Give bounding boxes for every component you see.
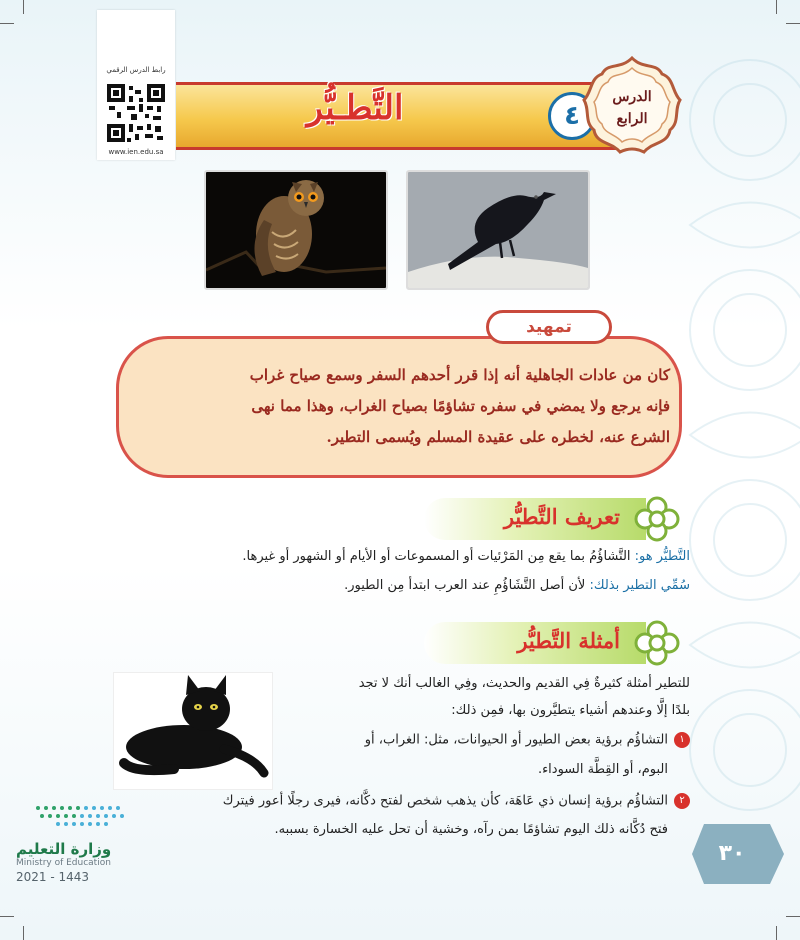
crow-photo: [406, 170, 590, 290]
intro-line: فإنه يرجع ولا يمضي في سفره تشاؤمًا بصياح الغراب، وهذا مما نهى: [251, 397, 670, 415]
example-item-2-text: التشاؤُم برؤية إنسان ذي عَاهَة، كأن يذهب شخص لفتح دكَّانه، فيرى رجلًا أعور فيترك: [222, 793, 668, 809]
crop-mark: [776, 926, 777, 940]
qr-code-icon[interactable]: [107, 84, 165, 142]
intro-line: كان من عادات الجاهلية أنه إذا قرر أحدهم السفر وسمع صياح غراب: [249, 366, 670, 384]
example-number-badge: ٢: [674, 793, 690, 809]
edition-year: 2021 - 1443: [16, 870, 90, 884]
lesson-label-line2: الرابع: [616, 111, 648, 127]
definition-reason-text: لأن أصل التَّشَاؤُمِ عند العرب ابتدأ مِن الطيور.: [344, 578, 590, 593]
crop-mark: [776, 0, 777, 14]
flower-icon: [634, 496, 680, 542]
definition-line-2: [140, 578, 690, 593]
qr-url[interactable]: www.ien.edu.sa: [108, 148, 164, 156]
definition-reason-label: سُمِّي التطير بذلك:: [589, 578, 690, 593]
intro-line: الشرع عنه، لخطره على عقيدة المسلم ويُسمى التطير.: [326, 428, 670, 446]
definition-text: التَّشاؤُمُ بما يقع مِن المَرْئيات أو المسموعات أو الأيام أو الشهور أو غيرها.: [242, 549, 635, 564]
crop-mark: [23, 0, 24, 14]
example-item-1-line-2: البوم، أو القِطَّة السوداء.: [537, 762, 668, 777]
ministry-logo-icon: [28, 800, 148, 838]
lesson-title: التَّطـيُّر: [306, 88, 404, 128]
page-number: ٣٠: [718, 841, 746, 866]
example-number-badge: ١: [674, 732, 690, 748]
owl-image: [206, 172, 386, 288]
definition-line-1: [140, 549, 690, 564]
owl-photo: [204, 170, 388, 290]
example-item-2-line-2: فتح دُكَّانه ذلك اليوم تشاؤمًا بمن رآه، وخشية أن تحل عليه الخسارة بسببه.: [274, 822, 668, 837]
examples-intro-line-1: للتطير أمثلة كثيرةٌ فِي القديم والحديث، وفِي الغالب أنك لا تجد: [358, 676, 690, 691]
ministry-name-ar: وزارة التعليم: [16, 840, 112, 858]
ministry-name-en: Ministry of Education: [16, 858, 111, 868]
examples-heading: أمثلة التَّطيُّر: [517, 628, 620, 653]
black-cat-image: [114, 673, 272, 789]
example-item-2: [166, 793, 690, 809]
crop-mark: [786, 916, 800, 917]
cat-photo: [113, 672, 273, 790]
crop-mark: [0, 23, 14, 24]
crow-image: [408, 172, 588, 288]
crop-mark: [786, 23, 800, 24]
qr-title: رابط الدرس الرقمي: [106, 66, 166, 74]
example-item-1-text: التشاؤُم برؤية بعض الطيور أو الحيوانات، مثل: الغراب، أو: [364, 732, 668, 748]
intro-text: [150, 360, 670, 453]
crop-mark: [23, 926, 24, 940]
definition-heading: تعريف التَّطيُّر: [503, 504, 620, 529]
lesson-label-line1: الدرس: [612, 89, 652, 105]
definition-label: التَّطيُّر هو:: [634, 549, 690, 564]
lesson-number-badge: ٤: [548, 92, 596, 140]
flower-icon: [634, 620, 680, 666]
examples-intro-line-2: بلدًا إلَّا وعندهم أشياء يتطيَّرون بها، فمِن ذلك:: [451, 703, 690, 718]
qr-panel: [97, 10, 175, 160]
intro-tab: تمهيد: [486, 310, 612, 344]
crop-mark: [0, 916, 14, 917]
lesson-label: [600, 86, 664, 130]
example-item-1: [280, 732, 690, 748]
